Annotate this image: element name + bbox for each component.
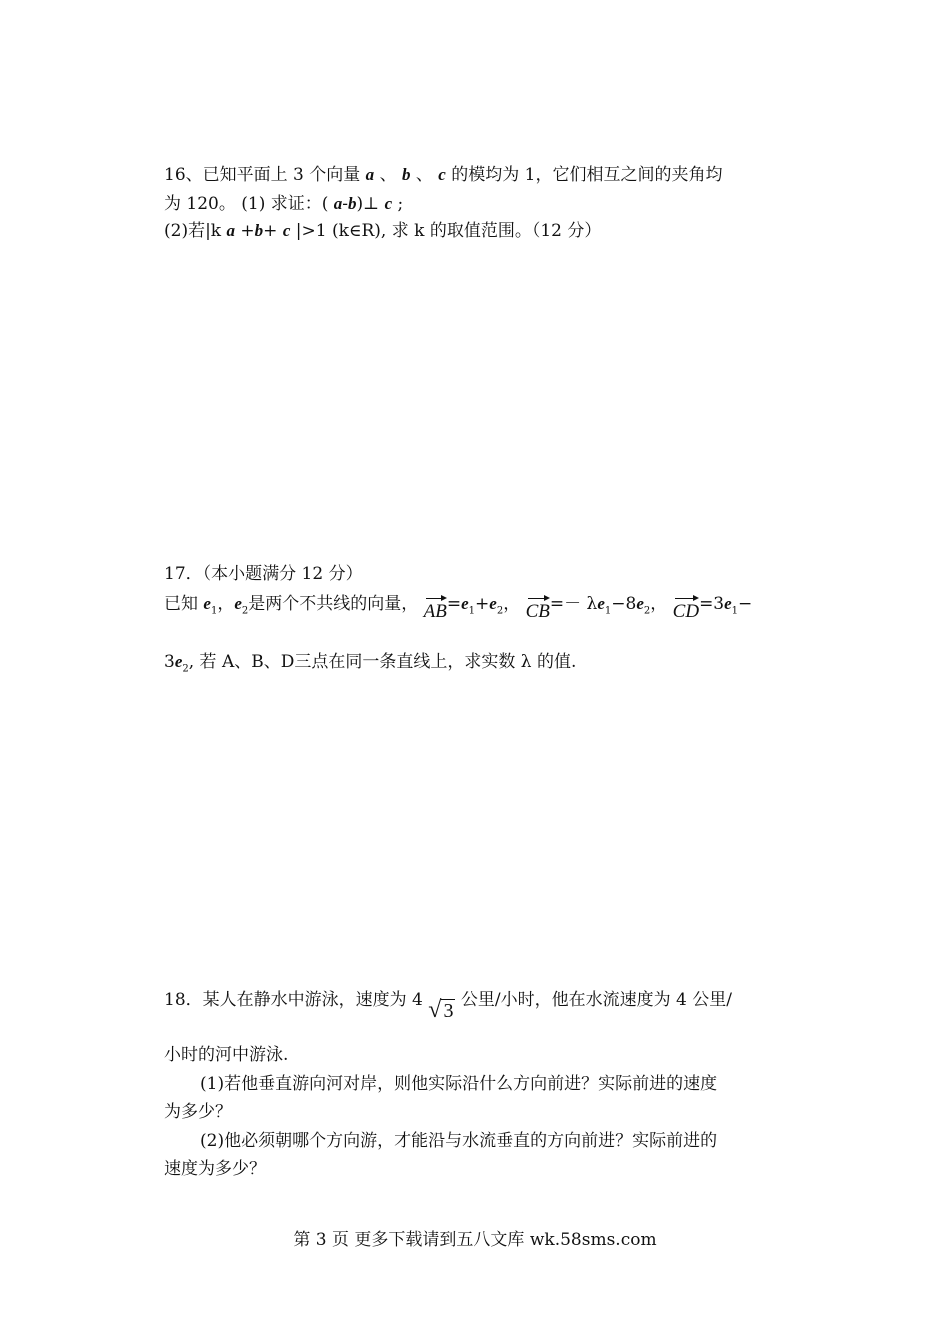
q17-line-2: 已知 $e_1$，$e_2$是两个不共线的向量， $AB=e_1+e_2$， $CB=- \lambda e_1-8e_2$， $CD=3e_1-$ bbox=[164, 594, 753, 622]
vector-c: c bbox=[282, 221, 291, 240]
sqrt-three: √ 3 bbox=[428, 997, 454, 1023]
q16-line-2: 为 120。 (1) 求证：( a-b)⊥ c ; bbox=[164, 194, 404, 214]
vector-a: a bbox=[365, 165, 375, 184]
vector-c: c bbox=[438, 165, 446, 184]
q18-line-5: (2)他必须朝哪个方向游，才能沿与水流垂直的方向前进？实际前进的 bbox=[200, 1131, 718, 1151]
vector-a: a bbox=[226, 221, 236, 240]
vector-c: c bbox=[384, 194, 393, 213]
vector-b: b bbox=[348, 194, 357, 213]
vector-CB: CB bbox=[526, 594, 550, 624]
q18-line-1: 18．某人在静水中游泳，速度为 4 √ 3 公里/小时，他在水流速度为 4 公里/ bbox=[164, 990, 732, 1023]
q16-line-1: 16、已知平面上 3 个向量 a 、 b 、 c 的模均为 1，它们相互之间的夹角均 bbox=[164, 165, 723, 185]
vector-b: b bbox=[254, 221, 264, 240]
vector-CD: CD bbox=[673, 594, 699, 624]
page-footer: 第 3 页 更多下载请到五八文库 wk.58sms.com bbox=[293, 1230, 657, 1250]
q18-line-6: 速度为多少？ bbox=[164, 1159, 266, 1179]
vector-a: a bbox=[333, 194, 343, 213]
vector-b: b bbox=[401, 165, 411, 184]
q16-line-3: (2)若|k a +b+ c |>1 (k∈R), 求 k 的取值范围。（12 分） bbox=[164, 221, 602, 241]
q18-line-2: 小时的河中游泳. bbox=[164, 1045, 289, 1065]
q18-line-3: (1)若他垂直游向河对岸，则他实际沿什么方向前进？实际前进的速度 bbox=[200, 1074, 718, 1094]
q18-line-4: 为多少？ bbox=[164, 1102, 232, 1122]
q17-title: 17．（本小题满分 12 分） bbox=[164, 564, 363, 584]
vector-AB: AB bbox=[424, 594, 447, 624]
q17-line-3: $3e_2$, 若 A、B、D三点在同一条直线上，求实数 λ 的值. bbox=[164, 652, 577, 675]
